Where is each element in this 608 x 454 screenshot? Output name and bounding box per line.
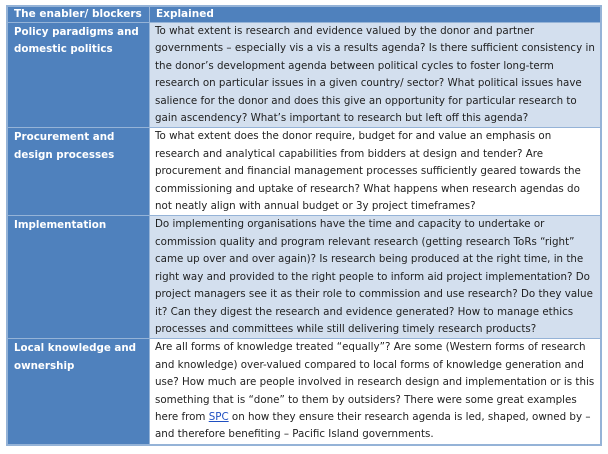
- table-row-procurement: [8, 128, 601, 216]
- local-knowledge-text-part2: on how they ensure their research agenda is led, shaped, owned by – and therefore benefiting – Pacific Island governments.: [155, 410, 591, 441]
- spc-link[interactable]: SPC: [208, 410, 229, 423]
- row-text-policy: To what extent is research and evidence valued by the donor and partner governments – especially vis a vis a results agenda? Is there sufficient consistency in the donor’s development agenda between political cycles to foster long-term research on particular issues in a given country/ sector? What political issues have salience for the donor and does this give an opportunity for particular research to gain ascendency? What’s important to research but left off this agenda?: [150, 23, 601, 128]
- row-text-implementation: Do implementing organisations have the time and capacity to undertake or commission quality and program relevant research (getting research ToRs “right” came up over and over again)? Is research being produced at the right time, in the right way and provided to the right people to inform aid project implementation? Do project managers see it as their role to commission and use research? Do they value it? Can they digest the research and evidence generated? How to manage ethics processes and committees while still delivering timely research products?: [150, 216, 601, 339]
- row-label-policy: Policy paradigms and domestic politics: [8, 23, 150, 128]
- table: [7, 6, 601, 445]
- header-enabler-blockers: The enabler/ blockers: [8, 7, 150, 23]
- table-row-local-knowledge: [8, 339, 601, 444]
- header-row: [8, 7, 601, 23]
- row-label-implementation: Implementation: [8, 216, 150, 339]
- row-text-procurement: To what extent does the donor require, budget for and value an emphasis on research and analytical capabilities from bidders at design and tender? Are procurement and financial management processes sufficiently geared towards the commissioning and uptake of research? What happens when research agendas do not neatly align with annual budget or 3y project timeframes?: [150, 128, 601, 216]
- row-label-procurement: Procurement and design processes: [8, 128, 150, 216]
- local-knowledge-text-part1: Are all forms of knowledge treated “equally”? Are some (Western forms of research and knowledge) over-valued compared to local forms of knowledge generation and use? How much are people involved in research design and implementation or is this something that is “done” to them by outsiders? There were some great examples here from: [155, 341, 595, 423]
- header-explained: Explained: [150, 7, 601, 23]
- table-row-implementation: [8, 216, 601, 339]
- row-label-local-knowledge: Local knowledge and ownership: [8, 339, 150, 444]
- row-text-local-knowledge: [150, 339, 601, 444]
- enablers-table: [6, 5, 602, 446]
- table-row-policy: [8, 23, 601, 128]
